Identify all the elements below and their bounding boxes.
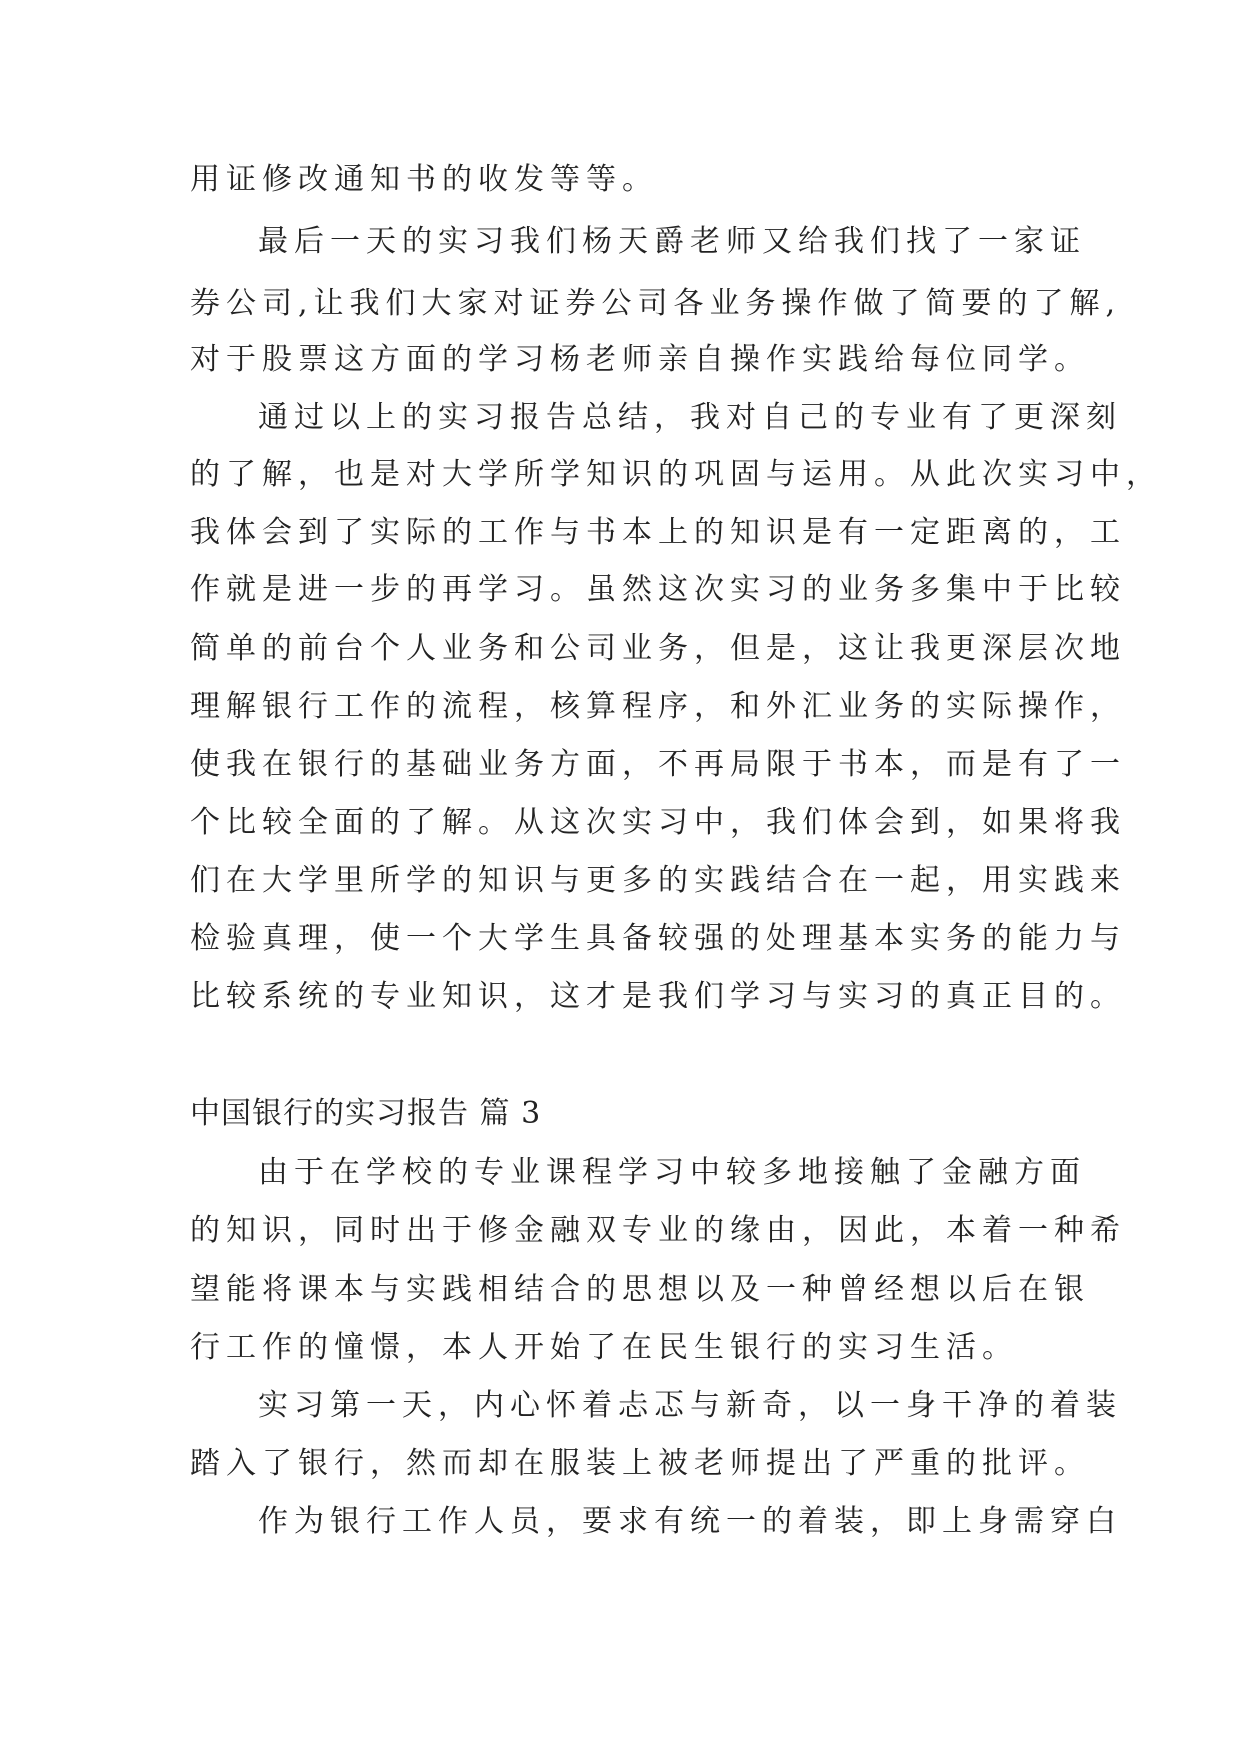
paragraph-1-line-1: 用证修改通知书的收发等等。 xyxy=(190,162,658,197)
paragraph-3-line-3: 我体会到了实际的工作与书本上的知识是有一定距离的，工 xyxy=(190,515,1126,550)
paragraph-2-line-2: 券公司,让我们大家对证券公司各业务操作做了简要的了解, xyxy=(190,286,1122,321)
paragraph-3-line-7: 使我在银行的基础业务方面，不再局限于书本，而是有了一 xyxy=(190,747,1126,782)
paragraph-3-line-5: 简单的前台个人业务和公司业务，但是，这让我更深层次地 xyxy=(190,631,1126,666)
section-heading: 中国银行的实习报告 篇 3 xyxy=(190,1096,542,1131)
paragraph-3-line-6: 理解银行工作的流程，核算程序，和外汇业务的实际操作， xyxy=(190,689,1126,724)
paragraph-4-line-4: 行工作的憧憬，本人开始了在民生银行的实习生活。 xyxy=(190,1330,1018,1365)
paragraph-5-line-2: 踏入了银行，然而却在服装上被老师提出了严重的批评。 xyxy=(190,1446,1090,1481)
paragraph-3-line-1: 通过以上的实习报告总结，我对自己的专业有了更深刻 xyxy=(258,400,1122,435)
paragraph-2-line-3: 对于股票这方面的学习杨老师亲自操作实践给每位同学。 xyxy=(190,342,1090,377)
paragraph-4-line-2: 的知识，同时出于修金融双专业的缘由，因此，本着一种希 xyxy=(190,1213,1126,1248)
paragraph-3-line-10: 检验真理，使一个大学生具备较强的处理基本实务的能力与 xyxy=(190,921,1126,956)
paragraph-3-line-11: 比较系统的专业知识，这才是我们学习与实习的真正目的。 xyxy=(190,979,1126,1014)
paragraph-3-line-9: 们在大学里所学的知识与更多的实践结合在一起，用实践来 xyxy=(190,863,1126,898)
paragraph-4-line-1: 由于在学校的专业课程学习中较多地接触了金融方面 xyxy=(258,1155,1086,1190)
paragraph-6-line-1: 作为银行工作人员，要求有统一的着装，即上身需穿白 xyxy=(258,1504,1122,1539)
paragraph-5-line-1: 实习第一天，内心怀着忐忑与新奇，以一身干净的着装 xyxy=(258,1388,1122,1423)
paragraph-4-line-3: 望能将课本与实践相结合的思想以及一种曾经想以后在银 xyxy=(190,1272,1090,1307)
paragraph-3-line-4: 作就是进一步的再学习。虽然这次实习的业务多集中于比较 xyxy=(190,572,1126,607)
paragraph-2-line-1: 最后一天的实习我们杨天爵老师又给我们找了一家证 xyxy=(258,224,1086,259)
paragraph-3-line-2: 的了解，也是对大学所学知识的巩固与运用。从此次实习中， xyxy=(190,457,1162,492)
paragraph-3-line-8: 个比较全面的了解。从这次实习中，我们体会到，如果将我 xyxy=(190,805,1126,840)
